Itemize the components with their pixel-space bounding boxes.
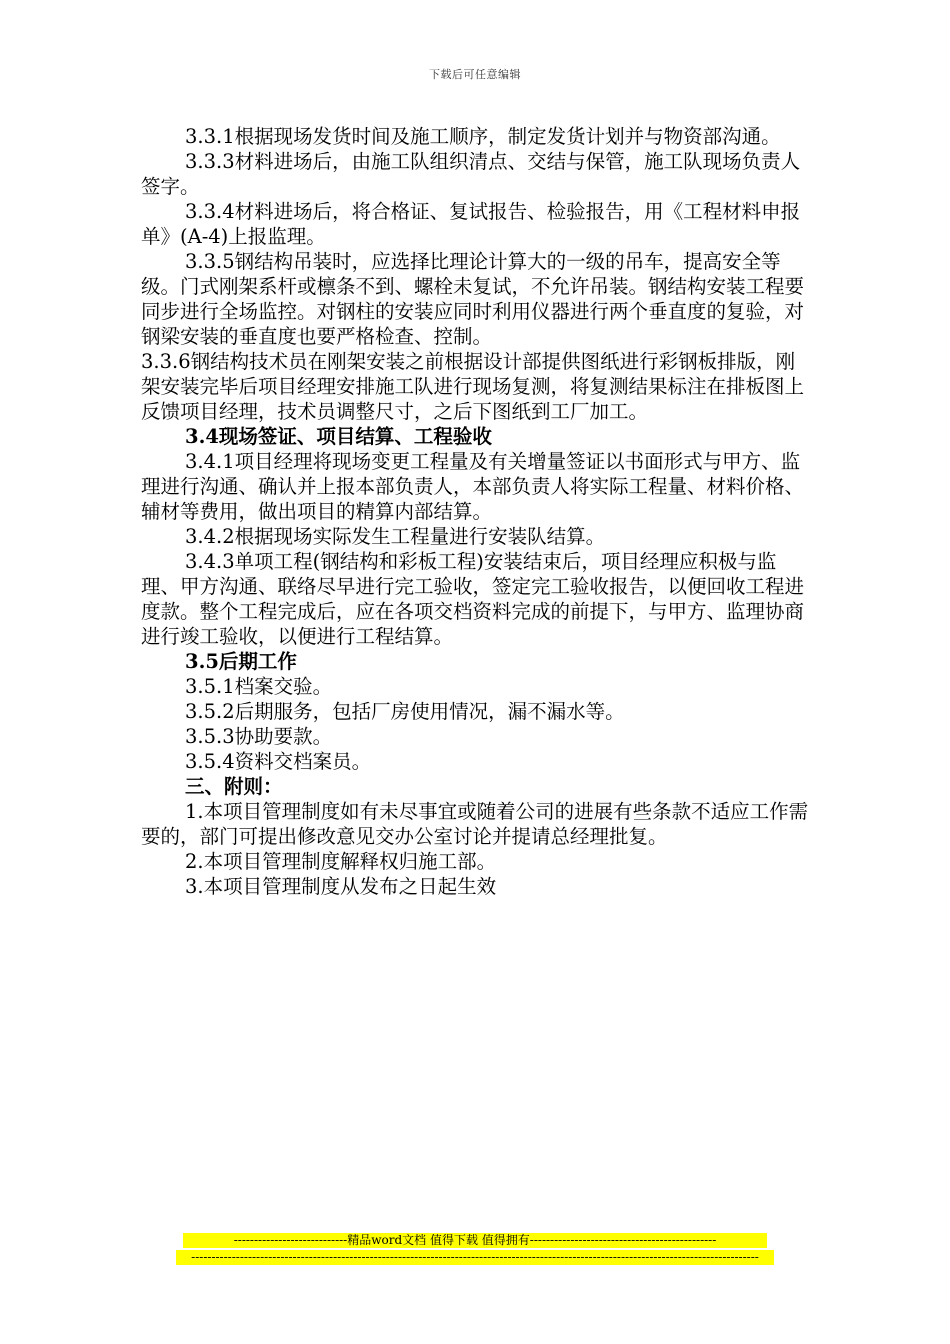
section-heading-3-4: 3.4现场签证、项目结算、工程验收 [185,425,492,448]
appendix-item-1: 1.本项目管理制度如有未尽事宜或随着公司的进展有些条款不适应工作需要的，部门可提出修改意见交办公室讨论并提请总经理批复。 [141,800,809,848]
section-heading-appendix: 三、附则： [185,775,283,798]
page-header: 下载后可任意编辑 [429,68,521,81]
paragraph-3-4-3: 3.4.3单项工程(钢结构和彩板工程)安装结束后，项目经理应积极与监理、甲方沟通、联络尽早进行完工验收，签定完工验收报告，以便回收工程进度款。整个工程完成后，应在各项交档资料完成的前提下，与甲方、监理协商进行竣工验收，以便进行工程结算。 [141,550,805,648]
paragraph-3-4-2: 3.4.2根据现场实际发生工程量进行安装队结算。 [185,525,606,548]
paragraph-3-4-1: 3.4.1项目经理将现场变更工程量及有关增量签证以书面形式与甲方、监理进行沟通、确认并上报本部负责人，本部负责人将实际工程量、材料价格、辅材等费用，做出项目的精算内部结算。 [141,450,805,523]
footer-banner-dashes: -------------------------------------------------------------------------------------------------------------------------------------------- [176,1250,774,1265]
paragraph-3-5-2: 3.5.2后期服务，包括厂房使用情况，漏不漏水等。 [185,700,625,723]
paragraph-3-3-1: 3.3.1根据现场发货时间及施工顺序，制定发货计划并与物资部沟通。 [185,125,781,148]
paragraph-3-5-1: 3.5.1档案交验。 [185,675,333,698]
paragraph-3-5-4: 3.5.4资料交档案员。 [185,750,372,773]
paragraph-3-5-3: 3.5.3协助要款。 [185,725,333,748]
paragraph-3-3-5: 3.3.5钢结构吊装时，应选择比理论计算大的一级的吊车，提高安全等级。门式刚架系杆或檩条不到、螺栓未复试，不允许吊装。钢结构安装工程要同步进行全场监控。对钢柱的安装应同时利用仪器进行两个垂直度的复验，对钢梁安装的垂直度也要严格检查、控制。 [141,250,805,348]
footer-banner-line-2 [0,1250,950,1269]
footer-banner-text: ----------------------------精品word文档 值得下载 值得拥有---------------------------------------------- [183,1233,767,1248]
section-heading-3-5: 3.5后期工作 [185,650,297,673]
appendix-item-2: 2.本项目管理制度解释权归施工部。 [185,850,497,873]
paragraph-3-3-4: 3.3.4材料进场后，将合格证、复试报告、检验报告，用《工程材料申报单》(A-4)上报监理。 [141,200,801,248]
document-body [141,124,813,899]
appendix-item-3: 3.本项目管理制度从发布之日起生效 [185,875,497,898]
paragraph-3-3-3: 3.3.3材料进场后，由施工队组织清点、交结与保管，施工队现场负责人签字。 [141,150,801,198]
paragraph-3-3-6: 3.3.6钢结构技术员在刚架安装之前根据设计部提供图纸进行彩钢板排版，刚架安装完毕后项目经理安排施工队进行现场复测，将复测结果标注在排板图上反馈项目经理，技术员调整尺寸，之后下图纸到工厂加工。 [141,350,805,423]
